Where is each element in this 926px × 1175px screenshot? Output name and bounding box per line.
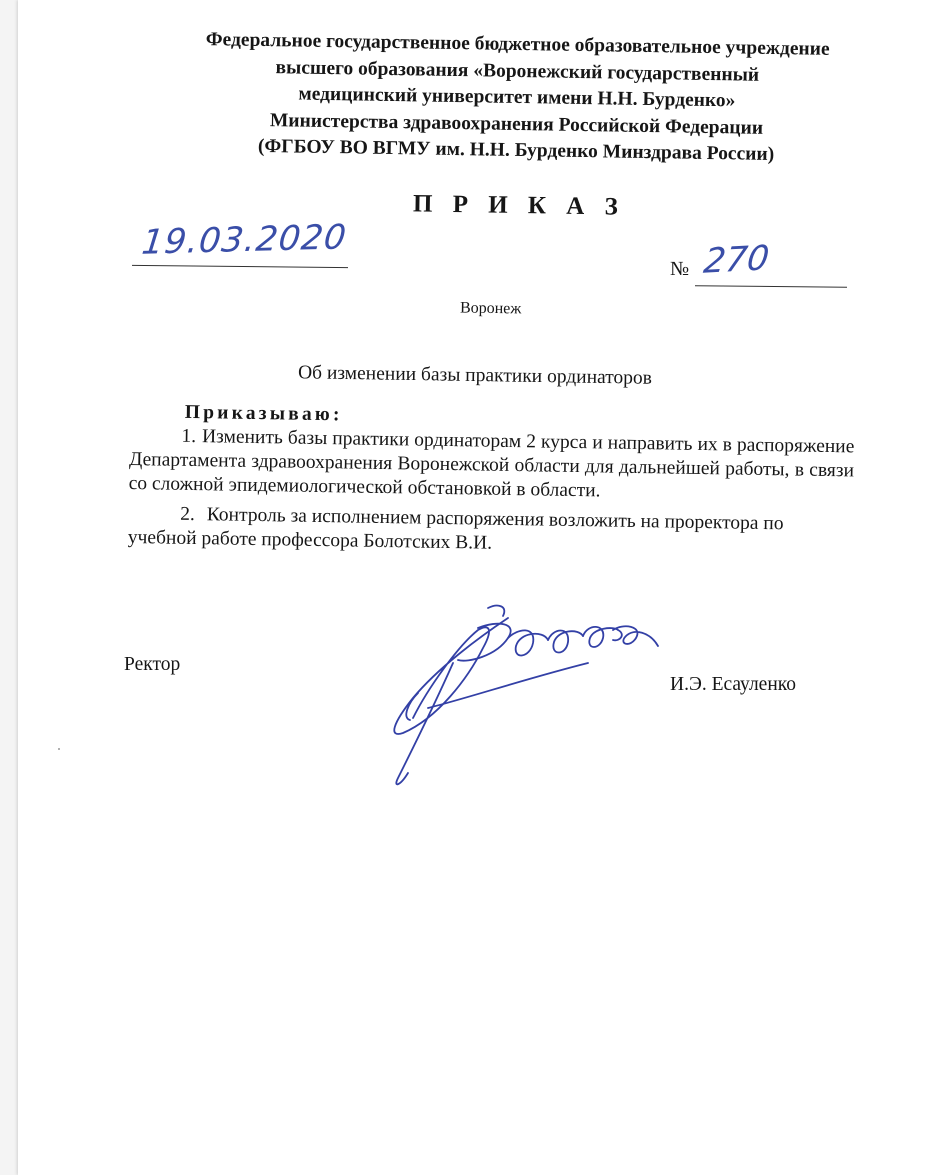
order-word: Приказываю:	[184, 401, 343, 426]
item-number: 2.	[180, 503, 195, 526]
scan-speck	[58, 748, 60, 750]
item-text: Контроль за исполнением распоряжения возложить на проректора по учебной работе профессора Болотских В.И.	[127, 504, 784, 554]
header-line: (ФГБОУ ВО ВГМУ им. Н.Н. Бурденко Минздрава России)	[257, 135, 775, 166]
handwritten-signature	[358, 568, 678, 798]
organization-header	[136, 26, 898, 170]
item-text: Изменить базы практики ординаторам 2 курса и направить их в распоряжение Департамента здравоохранения Воронежской области для дальнейшей работы, в связи со сложной эпидемиологической обстановкой в области.	[128, 426, 855, 502]
item-number: 1.	[181, 425, 197, 448]
order-item	[128, 424, 854, 507]
order-body	[128, 400, 855, 561]
signatory-name: И.Э. Есауленко	[670, 674, 796, 695]
signatory-title: Ректор	[124, 654, 181, 675]
handwritten-number: 270	[701, 238, 772, 282]
number-label: №	[670, 258, 690, 280]
order-item	[128, 502, 854, 561]
order-subject: Об изменении базы практики ординаторов	[297, 362, 653, 389]
header-line: Федеральное государственное бюджетное образовательное учреждение	[205, 29, 830, 60]
handwritten-date: 19.03.2020	[139, 217, 349, 263]
header-line: высшего образования «Воронежский государственный	[275, 56, 760, 86]
city-label: Воронеж	[459, 299, 522, 318]
document-page	[18, 0, 926, 1175]
number-underline	[695, 285, 847, 288]
header-line: медицинский университет имени Н.Н. Бурденко»	[298, 83, 736, 112]
document-title: П Р И К А З	[412, 190, 626, 221]
header-line: Министерства здравоохранения Российской Федерации	[269, 109, 764, 139]
date-underline	[132, 265, 348, 268]
